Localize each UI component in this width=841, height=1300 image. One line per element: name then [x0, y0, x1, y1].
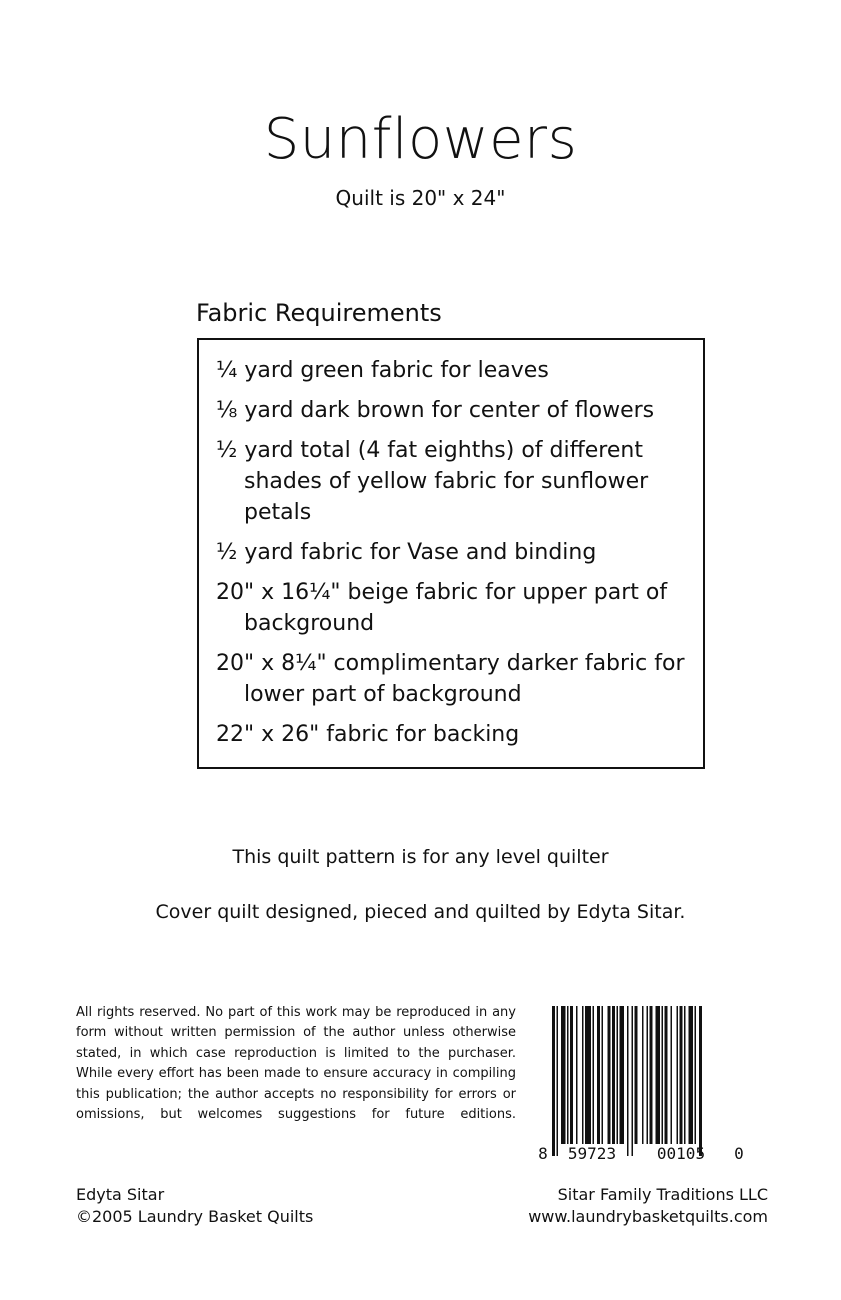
barcode-bar	[627, 1006, 629, 1156]
barcode-bar	[650, 1006, 653, 1144]
barcode-bar	[680, 1006, 683, 1144]
website-url: www.laundrybasketquilts.com	[528, 1207, 768, 1226]
barcode-bar	[552, 1006, 555, 1156]
barcode-digits-left: 59723	[567, 1144, 617, 1163]
footer-publisher	[528, 1184, 768, 1228]
barcode-bar	[635, 1006, 638, 1144]
barcode-bar	[699, 1006, 702, 1156]
barcode-bar	[617, 1006, 619, 1144]
quilt-size: Quilt is 20" x 24"	[335, 186, 506, 210]
barcode-bar	[557, 1006, 559, 1156]
fabric-requirements-heading: Fabric Requirements	[196, 299, 442, 327]
fabric-requirements-list	[199, 340, 703, 750]
barcode-bar	[642, 1006, 644, 1144]
barcode-bar	[695, 1006, 697, 1144]
barcode-bar	[612, 1006, 615, 1144]
design-credit: Cover quilt designed, pieced and quilted by Edyta Sitar.	[155, 901, 686, 923]
copyright-notice: All rights reserved. No part of this work may be reproduced in any form without written permission of the author unless otherwise stated, in which case reproduction is limited to the purchaser. While every effort has been made to ensure accuracy in compiling this publication; the author accepts no responsibility for errors or omissions, but welcomes suggestions for future editions.	[76, 1005, 516, 1123]
barcode-bar	[582, 1006, 584, 1144]
skill-level-note: This quilt pattern is for any level quilter	[232, 846, 609, 868]
barcode-bar	[570, 1006, 573, 1144]
barcode-bar	[656, 1006, 661, 1144]
barcode-bar	[647, 1006, 649, 1144]
footer-author	[76, 1184, 313, 1228]
barcode-bar	[608, 1006, 611, 1144]
barcode-bar	[602, 1006, 604, 1144]
barcode-bar	[677, 1006, 679, 1144]
barcode-bar	[567, 1006, 569, 1144]
barcode-bar	[585, 1006, 591, 1144]
barcode-digit-first: 8	[538, 1144, 548, 1163]
barcode-bar	[561, 1006, 566, 1144]
copyright-line: ©2005 Laundry Basket Quilts	[76, 1207, 314, 1226]
publisher-name: Sitar Family Traditions LLC	[557, 1185, 768, 1204]
requirement-item: 20" x 8¼" complimentary darker fabric for lower part of background	[216, 651, 685, 707]
barcode	[534, 1004, 746, 1164]
barcode-digit-last: 0	[734, 1144, 744, 1163]
author-name: Edyta Sitar	[76, 1185, 165, 1204]
requirement-item: 20" x 16¼" beige fabric for upper part of background	[216, 580, 668, 636]
barcode-bar	[662, 1006, 664, 1144]
barcode-bar	[632, 1006, 634, 1156]
barcode-bar	[684, 1006, 686, 1144]
barcode-bar	[597, 1006, 600, 1144]
requirement-item: ¼ yard green fabric for leaves	[216, 358, 549, 383]
requirement-item: ⅛ yard dark brown for center of flowers	[216, 398, 655, 423]
barcode-bar	[689, 1006, 694, 1144]
barcode-bar	[620, 1006, 625, 1144]
barcode-bar	[593, 1006, 595, 1144]
barcode-bar	[576, 1006, 578, 1144]
page-title: Sunflowers	[263, 107, 578, 172]
barcode-bar	[671, 1006, 673, 1144]
fabric-requirements-box	[197, 338, 705, 769]
requirement-item: ½ yard total (4 fat eighths) of different shades of yellow fabric for sunflower petals	[216, 438, 649, 525]
barcode-bar	[665, 1006, 668, 1144]
requirement-item: ½ yard fabric for Vase and binding	[216, 540, 597, 565]
barcode-digits-right: 00105	[656, 1144, 706, 1163]
requirement-item: 22" x 26" fabric for backing	[216, 722, 520, 747]
